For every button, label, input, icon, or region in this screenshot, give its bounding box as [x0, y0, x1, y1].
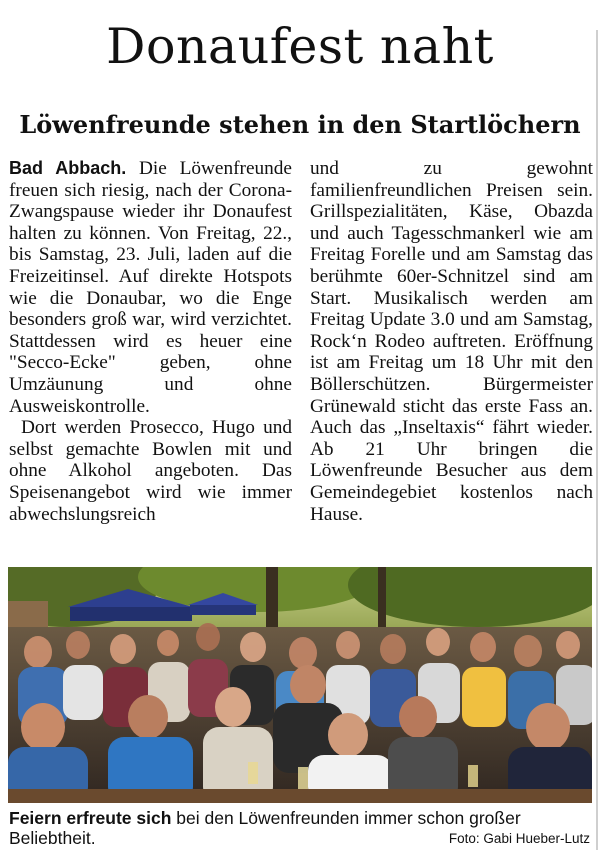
photo-credit: Foto: Gabi Hueber-Lutz	[448, 831, 590, 846]
headline: Donaufest naht	[106, 18, 494, 75]
festival-crowd-photo	[8, 567, 592, 803]
caption-lead: Feiern erfreute sich	[9, 808, 172, 828]
subheadline: Löwenfreunde stehen in den Startlöchern	[19, 110, 581, 139]
article-column-left	[9, 158, 292, 525]
page-edge-rule	[596, 30, 598, 850]
caption-text: bei den Löwenfreunden immer schon großer Beliebtheit.	[9, 808, 521, 848]
dateline: Bad Abbach.	[9, 158, 127, 178]
article-paragraph-1	[9, 158, 292, 417]
paragraph-1-text: Die Löwenfreunde freuen sich riesig, nach der Corona-Zwangspause wieder ihr Donaufest halten zu können. Von Freitag, 22., bis Samstag, 23. Juli, laden auf die Freizeitinsel. Auf direkte Hotspots wie die Donaubar, wo die Enge besonders groß war, wird verzichtet. Stattdessen wird es heuer eine "Secco-Ecke" geben, ohne Umzäunung und ohne Ausweiskontrolle.	[9, 158, 292, 417]
article-paragraph-2-start: Dort werden Prosecco, Hugo und selbst gemachte Bowlen mit und ohne Alkohol angeboten. Das Speisenangebot wird wie immer abwechslungsreich	[9, 417, 292, 525]
article-paragraph-2-continued: und zu gewohnt familienfreundlichen Preisen sein. Grillspezialitäten, Käse, Obazda und auch Tagesschmankerl wie am Freitag Forelle und am Samstag das berühmte 60er-Schnitzel sind am Start. Musikalisch werden am Freitag Update 3.0 und am Samstag, Rock‘n Rodeo auftreten. Eröffnung ist am Freitag um 18 Uhr mit den Böllerschützen. Bürgermeister Grünewald sticht das erste Fass an. Auch das „Inseltaxis“ fährt wieder. Ab 21 Uhr bringen die Löwenfreunde Besucher aus dem Gemeindegebiet kostenlos nach Hause.	[310, 158, 593, 525]
article-column-right	[310, 158, 593, 525]
